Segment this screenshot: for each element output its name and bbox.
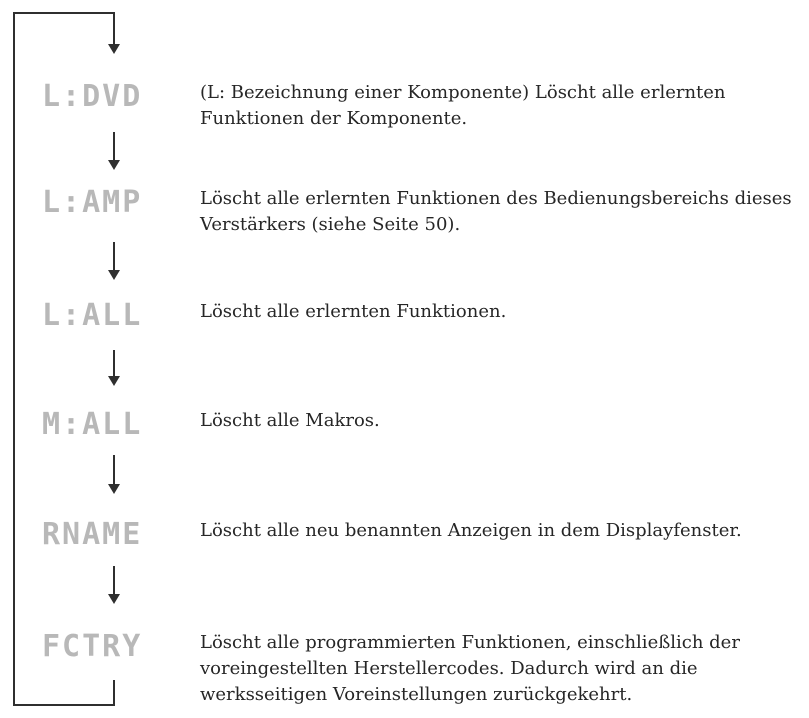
arrow-shaft-1 bbox=[113, 132, 115, 162]
lcd-display-l-amp: L:AMP bbox=[42, 185, 143, 220]
arrow-head-2 bbox=[108, 270, 120, 280]
arrow-head-5 bbox=[108, 594, 120, 604]
loop-left-vertical-line bbox=[13, 12, 15, 706]
arrow-shaft-bottom bbox=[113, 680, 115, 706]
lcd-display-rname: RNAME bbox=[42, 517, 143, 552]
step-description: (L: Bezeichnung einer Komponente) Löscht alle erlernten Funktionen der Komponente. bbox=[200, 82, 726, 129]
step-description: Löscht alle Makros. bbox=[200, 410, 380, 431]
arrow-head-4 bbox=[108, 484, 120, 494]
lcd-display-l-all: L:ALL bbox=[42, 298, 143, 333]
loop-bottom-horizontal-line bbox=[13, 704, 115, 706]
lcd-display-m-all: M:ALL bbox=[42, 407, 143, 442]
arrow-shaft-2 bbox=[113, 242, 115, 272]
step-description: Löscht alle neu benannten Anzeigen in dem Displayfenster. bbox=[200, 520, 742, 541]
arrow-shaft-4 bbox=[113, 455, 115, 485]
arrow-head-3 bbox=[108, 376, 120, 386]
arrow-shaft-top bbox=[113, 12, 115, 46]
step-description: Löscht alle erlernten Funktionen. bbox=[200, 301, 507, 322]
loop-top-horizontal-line bbox=[13, 12, 115, 14]
arrow-shaft-5 bbox=[113, 566, 115, 596]
step-description: Löscht alle erlernten Funktionen des Bedienungsbereichs dieses Verstärkers (siehe Seite 50). bbox=[200, 188, 792, 235]
arrow-shaft-3 bbox=[113, 350, 115, 378]
step-description: Löscht alle programmierten Funktionen, einschließlich der voreingestellten Herstellercodes. Dadurch wird an die werksseitigen Voreinstellungen zurückgekehrt. bbox=[200, 632, 740, 705]
lcd-display-fctry: FCTRY bbox=[42, 629, 143, 664]
arrow-head-top bbox=[108, 44, 120, 54]
arrow-head-1 bbox=[108, 160, 120, 170]
lcd-display-l-dvd: L:DVD bbox=[42, 79, 143, 114]
